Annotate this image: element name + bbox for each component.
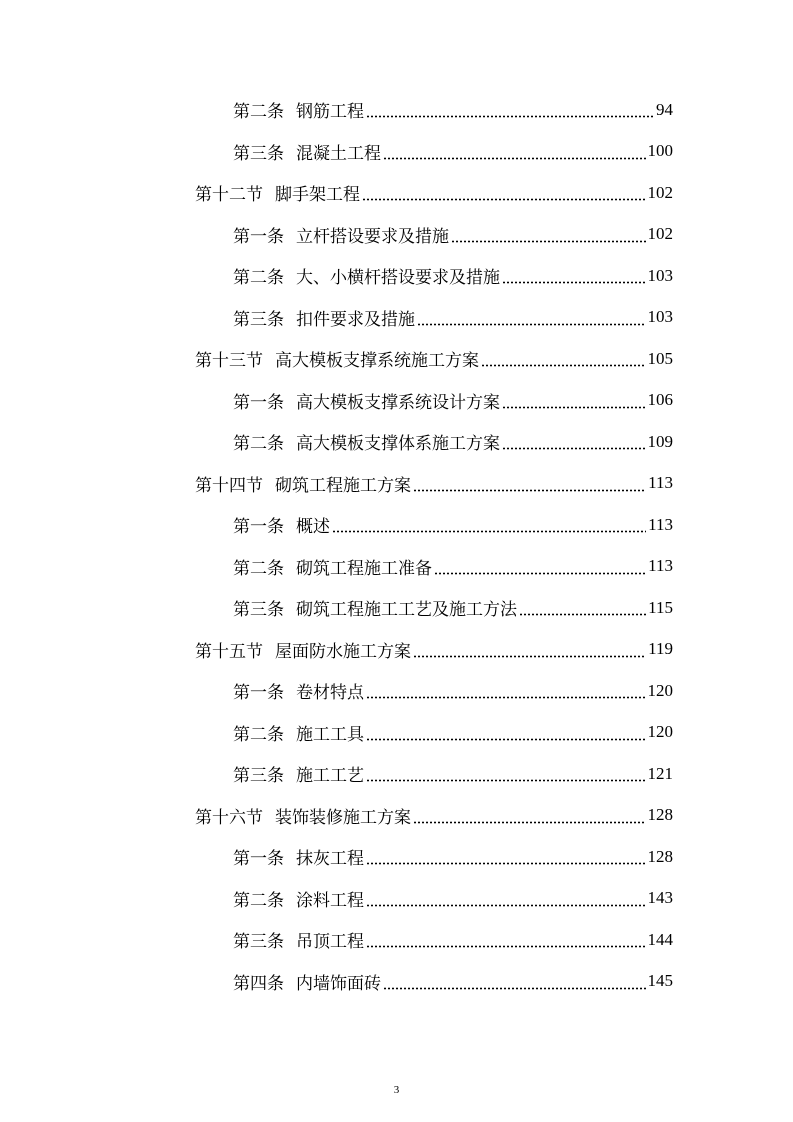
toc-entry-number: 第二条 <box>233 890 284 911</box>
toc-entry-number: 第三条 <box>233 766 284 787</box>
toc-entry-title: 抹灰工程 <box>296 849 364 870</box>
toc-entry[interactable] <box>0 172 793 214</box>
table-of-contents <box>0 89 793 1002</box>
toc-entry-number: 第三条 <box>233 309 284 330</box>
toc-entry-title: 钢筋工程 <box>296 102 364 123</box>
toc-entry-number: 第十三节 <box>195 351 263 372</box>
toc-entry[interactable] <box>0 89 793 131</box>
toc-entry-title: 施工工具 <box>296 724 364 745</box>
toc-entry-title: 概述 <box>296 517 330 538</box>
toc-entry[interactable] <box>0 463 793 505</box>
toc-entry-page: 143 <box>647 888 673 908</box>
toc-entry-page: 103 <box>647 265 673 285</box>
toc-entry-number: 第二条 <box>233 724 284 745</box>
toc-entry-title: 施工工艺 <box>296 766 364 787</box>
toc-dot-leader <box>366 890 646 907</box>
toc-entry-number: 第十五节 <box>195 641 263 662</box>
toc-entry-page: 94 <box>656 99 673 119</box>
toc-entry-title: 屋面防水施工方案 <box>275 641 411 662</box>
toc-entry-page: 105 <box>647 348 673 368</box>
toc-dot-leader <box>383 143 646 160</box>
toc-dot-leader <box>366 765 646 782</box>
toc-entry-title: 立杆搭设要求及措施 <box>296 226 449 247</box>
toc-dot-leader <box>366 682 646 699</box>
toc-entry[interactable] <box>0 380 793 422</box>
toc-entry-title: 扣件要求及措施 <box>296 309 415 330</box>
toc-dot-leader <box>502 267 646 284</box>
toc-dot-leader <box>383 973 646 990</box>
toc-entry-title: 脚手架工程 <box>275 185 360 206</box>
toc-entry-title: 砌筑工程施工工艺及施工方法 <box>296 600 517 621</box>
toc-entry-number: 第十四节 <box>195 475 263 496</box>
toc-entry-number: 第一条 <box>233 226 284 247</box>
toc-entry[interactable] <box>0 878 793 920</box>
toc-dot-leader <box>366 101 654 118</box>
toc-entry-number: 第二条 <box>233 558 284 579</box>
toc-entry[interactable] <box>0 131 793 173</box>
toc-entry-title: 砌筑工程施工准备 <box>296 558 432 579</box>
toc-entry[interactable] <box>0 670 793 712</box>
toc-entry-page: 103 <box>647 307 673 327</box>
toc-entry-title: 内墙饰面砖 <box>296 973 381 994</box>
toc-entry-number: 第二条 <box>233 268 284 289</box>
toc-entry-page: 120 <box>647 722 673 742</box>
toc-entry-page: 128 <box>647 805 673 825</box>
toc-entry-page: 128 <box>647 846 673 866</box>
toc-entry[interactable] <box>0 421 793 463</box>
toc-entry-page: 119 <box>648 639 673 659</box>
toc-entry-number: 第十二节 <box>195 185 263 206</box>
toc-entry[interactable] <box>0 961 793 1003</box>
toc-entry-page: 102 <box>647 224 673 244</box>
toc-dot-leader <box>413 475 646 492</box>
toc-dot-leader <box>434 558 646 575</box>
toc-dot-leader <box>502 433 646 450</box>
toc-entry-title: 吊顶工程 <box>296 932 364 953</box>
toc-entry-title: 装饰装修施工方案 <box>275 807 411 828</box>
toc-entry-page: 120 <box>647 680 673 700</box>
toc-dot-leader <box>332 516 646 533</box>
toc-entry[interactable] <box>0 297 793 339</box>
toc-entry-page: 115 <box>648 597 673 617</box>
toc-dot-leader <box>413 807 646 824</box>
toc-entry-page: 121 <box>647 763 673 783</box>
toc-entry-page: 109 <box>647 431 673 451</box>
toc-entry-number: 第三条 <box>233 932 284 953</box>
toc-entry-page: 100 <box>647 141 673 161</box>
toc-entry-page: 106 <box>647 390 673 410</box>
toc-entry[interactable] <box>0 795 793 837</box>
toc-entry-page: 113 <box>648 556 673 576</box>
toc-dot-leader <box>481 350 646 367</box>
toc-entry-page: 145 <box>647 971 673 991</box>
toc-entry-title: 砌筑工程施工方案 <box>275 475 411 496</box>
toc-dot-leader <box>417 309 646 326</box>
toc-entry-number: 第一条 <box>233 849 284 870</box>
toc-entry-number: 第一条 <box>233 392 284 413</box>
toc-entry[interactable] <box>0 338 793 380</box>
toc-entry-page: 144 <box>647 929 673 949</box>
toc-dot-leader <box>362 184 646 201</box>
toc-dot-leader <box>366 931 646 948</box>
toc-dot-leader <box>413 641 646 658</box>
toc-entry-page: 102 <box>647 182 673 202</box>
toc-entry-number: 第一条 <box>233 683 284 704</box>
toc-entry-title: 高大模板支撑体系施工方案 <box>296 434 500 455</box>
toc-entry-page: 113 <box>648 514 673 534</box>
toc-dot-leader <box>366 724 646 741</box>
toc-dot-leader <box>519 599 646 616</box>
toc-entry[interactable] <box>0 587 793 629</box>
toc-entry-title: 高大模板支撑系统设计方案 <box>296 392 500 413</box>
toc-dot-leader <box>366 848 646 865</box>
toc-entry-number: 第二条 <box>233 434 284 455</box>
toc-entry-number: 第一条 <box>233 517 284 538</box>
toc-entry-number: 第十六节 <box>195 807 263 828</box>
toc-entry[interactable] <box>0 919 793 961</box>
page-number: 3 <box>393 1084 400 1096</box>
toc-entry[interactable] <box>0 712 793 754</box>
toc-dot-leader <box>502 392 646 409</box>
toc-entry-number: 第四条 <box>233 973 284 994</box>
toc-dot-leader <box>451 226 646 243</box>
toc-entry[interactable] <box>0 255 793 297</box>
toc-entry[interactable] <box>0 629 793 671</box>
toc-entry[interactable] <box>0 546 793 588</box>
toc-entry-page: 113 <box>648 473 673 493</box>
toc-entry[interactable] <box>0 214 793 256</box>
toc-entry-title: 混凝土工程 <box>296 143 381 164</box>
toc-entry-number: 第三条 <box>233 143 284 164</box>
toc-entry-number: 第二条 <box>233 102 284 123</box>
toc-entry[interactable] <box>0 836 793 878</box>
toc-entry-title: 高大模板支撑系统施工方案 <box>275 351 479 372</box>
toc-entry[interactable] <box>0 504 793 546</box>
toc-entry-title: 大、小横杆搭设要求及措施 <box>296 268 500 289</box>
toc-entry[interactable] <box>0 753 793 795</box>
toc-entry-title: 卷材特点 <box>296 683 364 704</box>
toc-entry-number: 第三条 <box>233 600 284 621</box>
toc-entry-title: 涂料工程 <box>296 890 364 911</box>
